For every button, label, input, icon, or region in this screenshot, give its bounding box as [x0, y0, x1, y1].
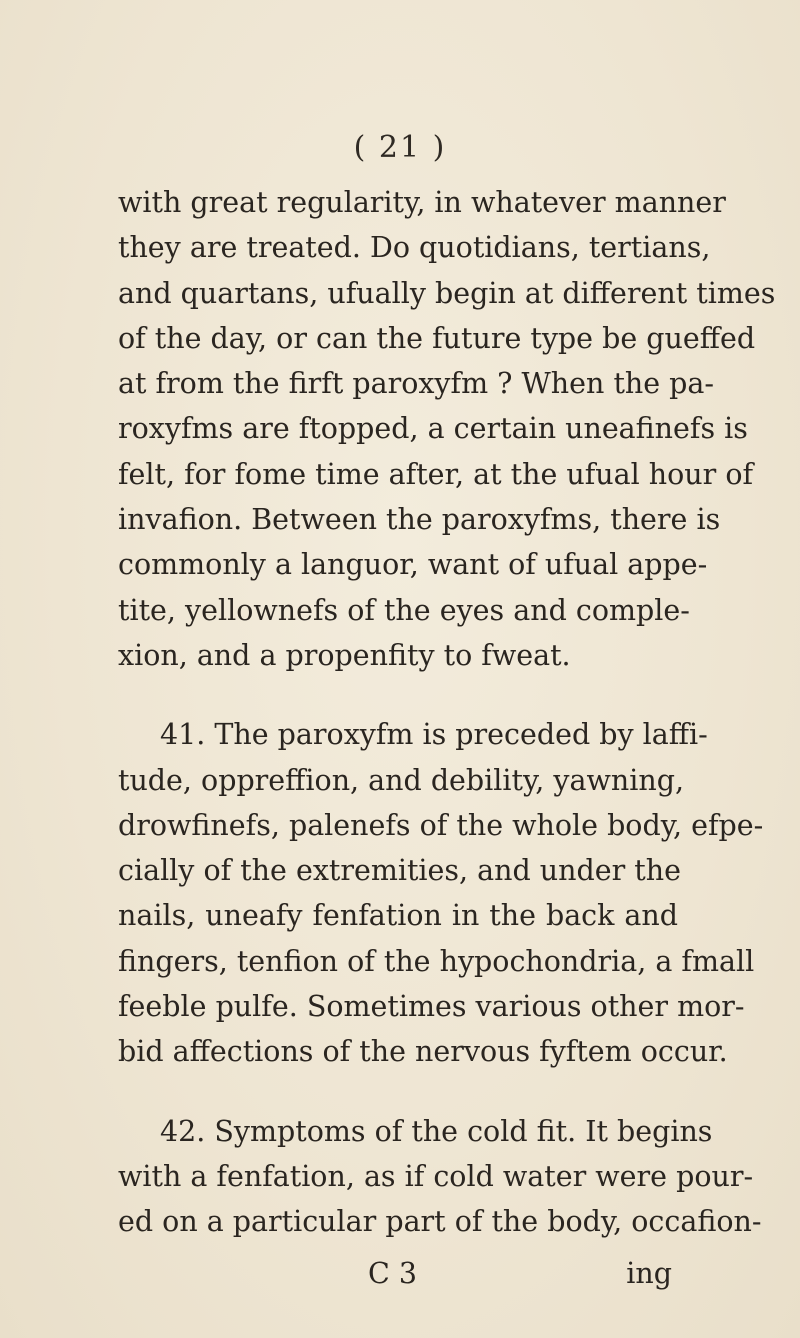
- text-line: cially of the extremities, and under the: [118, 854, 681, 888]
- text-line: 42. Symptoms of the cold fit. It begins: [160, 1114, 713, 1148]
- text-line: xion, and a propenfity to fweat.: [118, 638, 571, 672]
- paragraph: [118, 180, 776, 678]
- text-line: at from the firft paroxyfm ? When the pa-: [118, 367, 715, 401]
- page-number: ( 21 ): [353, 130, 447, 165]
- text-line: invafion. Between the paroxyfms, there is: [118, 503, 721, 537]
- text-line: ed on a particular part of the body, occafion-: [118, 1205, 762, 1239]
- text-line: fingers, tenfion of the hypochondria, a fmall: [118, 944, 755, 978]
- paragraph: [118, 1109, 762, 1245]
- text-line: they are treated. Do quotidians, tertians,: [118, 231, 711, 265]
- text-line: nails, uneafy fenfation in the back and: [118, 899, 678, 933]
- text-line: feeble pulfe. Sometimes various other mor-: [118, 990, 745, 1024]
- text-line: bid affections of the nervous fyftem occur.: [118, 1035, 728, 1069]
- text-line: of the day, or can the future type be gueffed: [118, 321, 756, 355]
- text-line: and quartans, ufually begin at different times: [118, 276, 776, 310]
- body-text: [118, 180, 776, 1245]
- page-footer: [118, 1254, 678, 1294]
- text-line: with a fenfation, as if cold water were pour-: [118, 1159, 754, 1193]
- text-line: commonly a languor, want of ufual appe-: [118, 548, 708, 582]
- text-line: tude, oppreffion, and debility, yawning,: [118, 763, 685, 797]
- text-line: 41. The paroxyfm is preceded by laffi-: [160, 718, 708, 752]
- text-line: drowfinefs, palenefs of the whole body, efpe-: [118, 808, 764, 842]
- text-line: with great regularity, in whatever manner: [118, 186, 726, 219]
- signature-mark: C 3: [368, 1257, 417, 1290]
- text-line: felt, for fome time after, at the ufual hour of: [118, 457, 754, 491]
- text-line: tite, yellownefs of the eyes and comple-: [118, 593, 690, 627]
- text-line: roxyfms are ftopped, a certain uneafinefs is: [118, 412, 748, 446]
- catchword: ing: [626, 1257, 672, 1290]
- paragraph: [118, 712, 764, 1074]
